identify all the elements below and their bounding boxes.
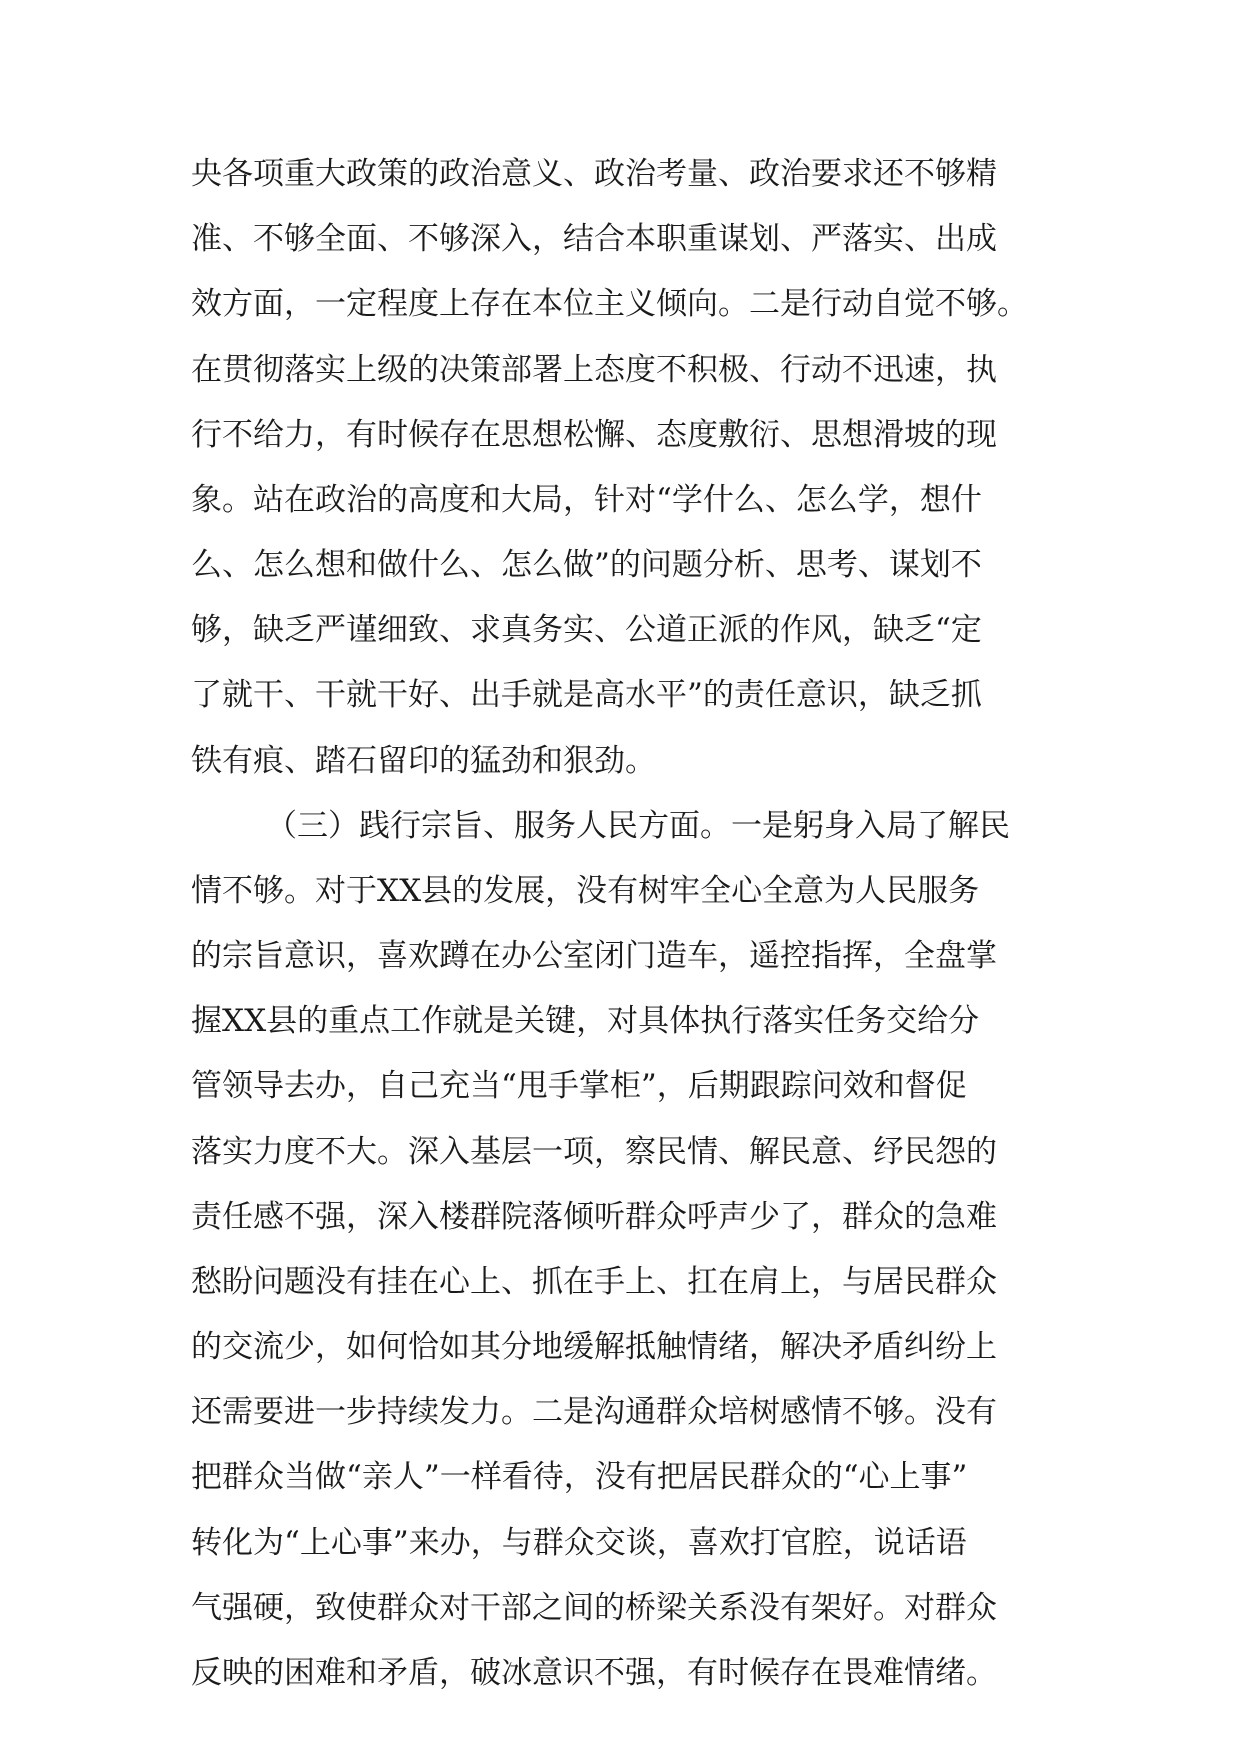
text-line: 气强硬，致使群众对干部之间的桥梁关系没有架好。对群众	[191, 1590, 997, 1626]
text-line: 的宗旨意识，喜欢蹲在办公室闭门造车，遥控指挥，全盘掌	[191, 938, 997, 974]
text-line: 了就干、干就干好、出手就是高水平”的责任意识，缺乏抓	[191, 677, 982, 713]
text-line: 准、不够全面、不够深入，结合本职重谋划、严落实、出成	[191, 221, 997, 257]
text-line: 够，缺乏严谨细致、求真务实、公道正派的作风，缺乏“定	[191, 612, 982, 648]
text-line: 效方面，一定程度上存在本位主义倾向。二是行动自觉不够。	[191, 286, 1028, 322]
text-line: 转化为“上心事”来办，与群众交谈，喜欢打官腔，说话语	[191, 1525, 967, 1561]
text-line: 落实力度不大。深入基层一项，察民情、解民意、纾民怨的	[191, 1134, 997, 1170]
text-line: 把群众当做“亲人”一样看待，没有把居民群众的“心上事”	[191, 1459, 968, 1495]
text-line: 么、怎么想和做什么、怎么做”的问题分析、思考、谋划不	[191, 547, 982, 583]
text-line: 反映的困难和矛盾，破冰意识不强，有时候存在畏难情绪。	[191, 1655, 997, 1691]
text-line: 象。站在政治的高度和大局，针对“学什么、怎么学，想什	[191, 482, 982, 518]
text-line: 铁有痕、踏石留印的猛劲和狠劲。	[191, 743, 656, 779]
text-line: 握XX县的重点工作就是关键，对具体执行落实任务交给分	[191, 1003, 980, 1039]
text-line: 情不够。对于XX县的发展，没有树牢全心全意为人民服务	[191, 873, 980, 909]
text-line: 还需要进一步持续发力。二是沟通群众培树感情不够。没有	[191, 1394, 997, 1430]
text-line: 行不给力，有时候存在思想松懈、态度敷衍、思想滑坡的现	[191, 417, 997, 453]
section-heading-line: （三）践行宗旨、服务人民方面。一是躬身入局了解民	[266, 808, 1010, 844]
text-line: 责任感不强，深入楼群院落倾听群众呼声少了，群众的急难	[191, 1199, 997, 1235]
text-line: 央各项重大政策的政治意义、政治考量、政治要求还不够精	[191, 156, 997, 192]
text-line: 在贯彻落实上级的决策部署上态度不积极、行动不迅速，执	[191, 352, 997, 388]
text-line: 的交流少，如何恰如其分地缓解抵触情绪，解决矛盾纠纷上	[191, 1329, 997, 1365]
text-line: 愁盼问题没有挂在心上、抓在手上、扛在肩上，与居民群众	[191, 1264, 997, 1300]
text-line: 管领导去办，自己充当“甩手掌柜”，后期跟踪问效和督促	[191, 1068, 967, 1104]
